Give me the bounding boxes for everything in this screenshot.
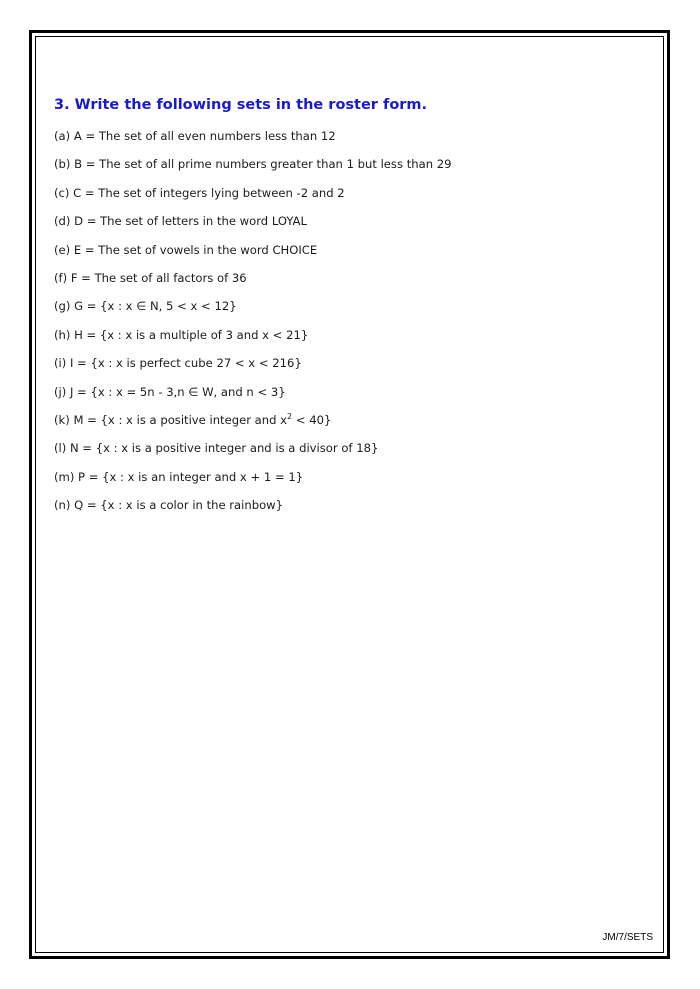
footer-reference: JM/7/SETS [602, 932, 653, 943]
question-heading: 3. Write the following sets in the roster form. [54, 97, 428, 113]
question-k-exponent: 2 [287, 412, 293, 422]
question-c: (c) C = The set of integers lying between -2 and 2 [54, 185, 345, 200]
question-a: (a) A = The set of all even numbers less than 12 [54, 129, 336, 143]
page-inner-border [35, 36, 664, 953]
question-k-tail: < 40} [292, 412, 332, 427]
question-m: (m) P = {x : x is an integer and x + 1 = 1} [54, 469, 304, 484]
question-j: (j) J = {x : x = 5n - 3,n ∈ W, and n < 3} [54, 384, 286, 399]
question-e: (e) E = The set of vowels in the word CHOICE [54, 242, 318, 257]
question-i: (i) I = {x : x is perfect cube 27 < x < 216} [54, 356, 302, 371]
question-n: (n) Q = {x : x is a color in the rainbow} [54, 498, 284, 513]
question-g: (g) G = {x : x ∈ N, 5 < x < 12} [54, 299, 237, 314]
question-k [54, 412, 451, 440]
question-l: (l) N = {x : x is a positive integer and is a divisor of 18} [54, 441, 379, 456]
page-border [29, 30, 670, 959]
question-b: (b) B = The set of all prime numbers greater than 1 but less than 29 [54, 157, 452, 172]
question-h: (h) H = {x : x is a multiple of 3 and x < 21} [54, 327, 309, 342]
question-list [54, 128, 451, 525]
question-d: (d) D = The set of letters in the word LOYAL [54, 214, 307, 229]
question-k-text: (k) M = {x : x is a positive integer and x [54, 412, 288, 427]
question-f: (f) F = The set of all factors of 36 [54, 270, 247, 285]
